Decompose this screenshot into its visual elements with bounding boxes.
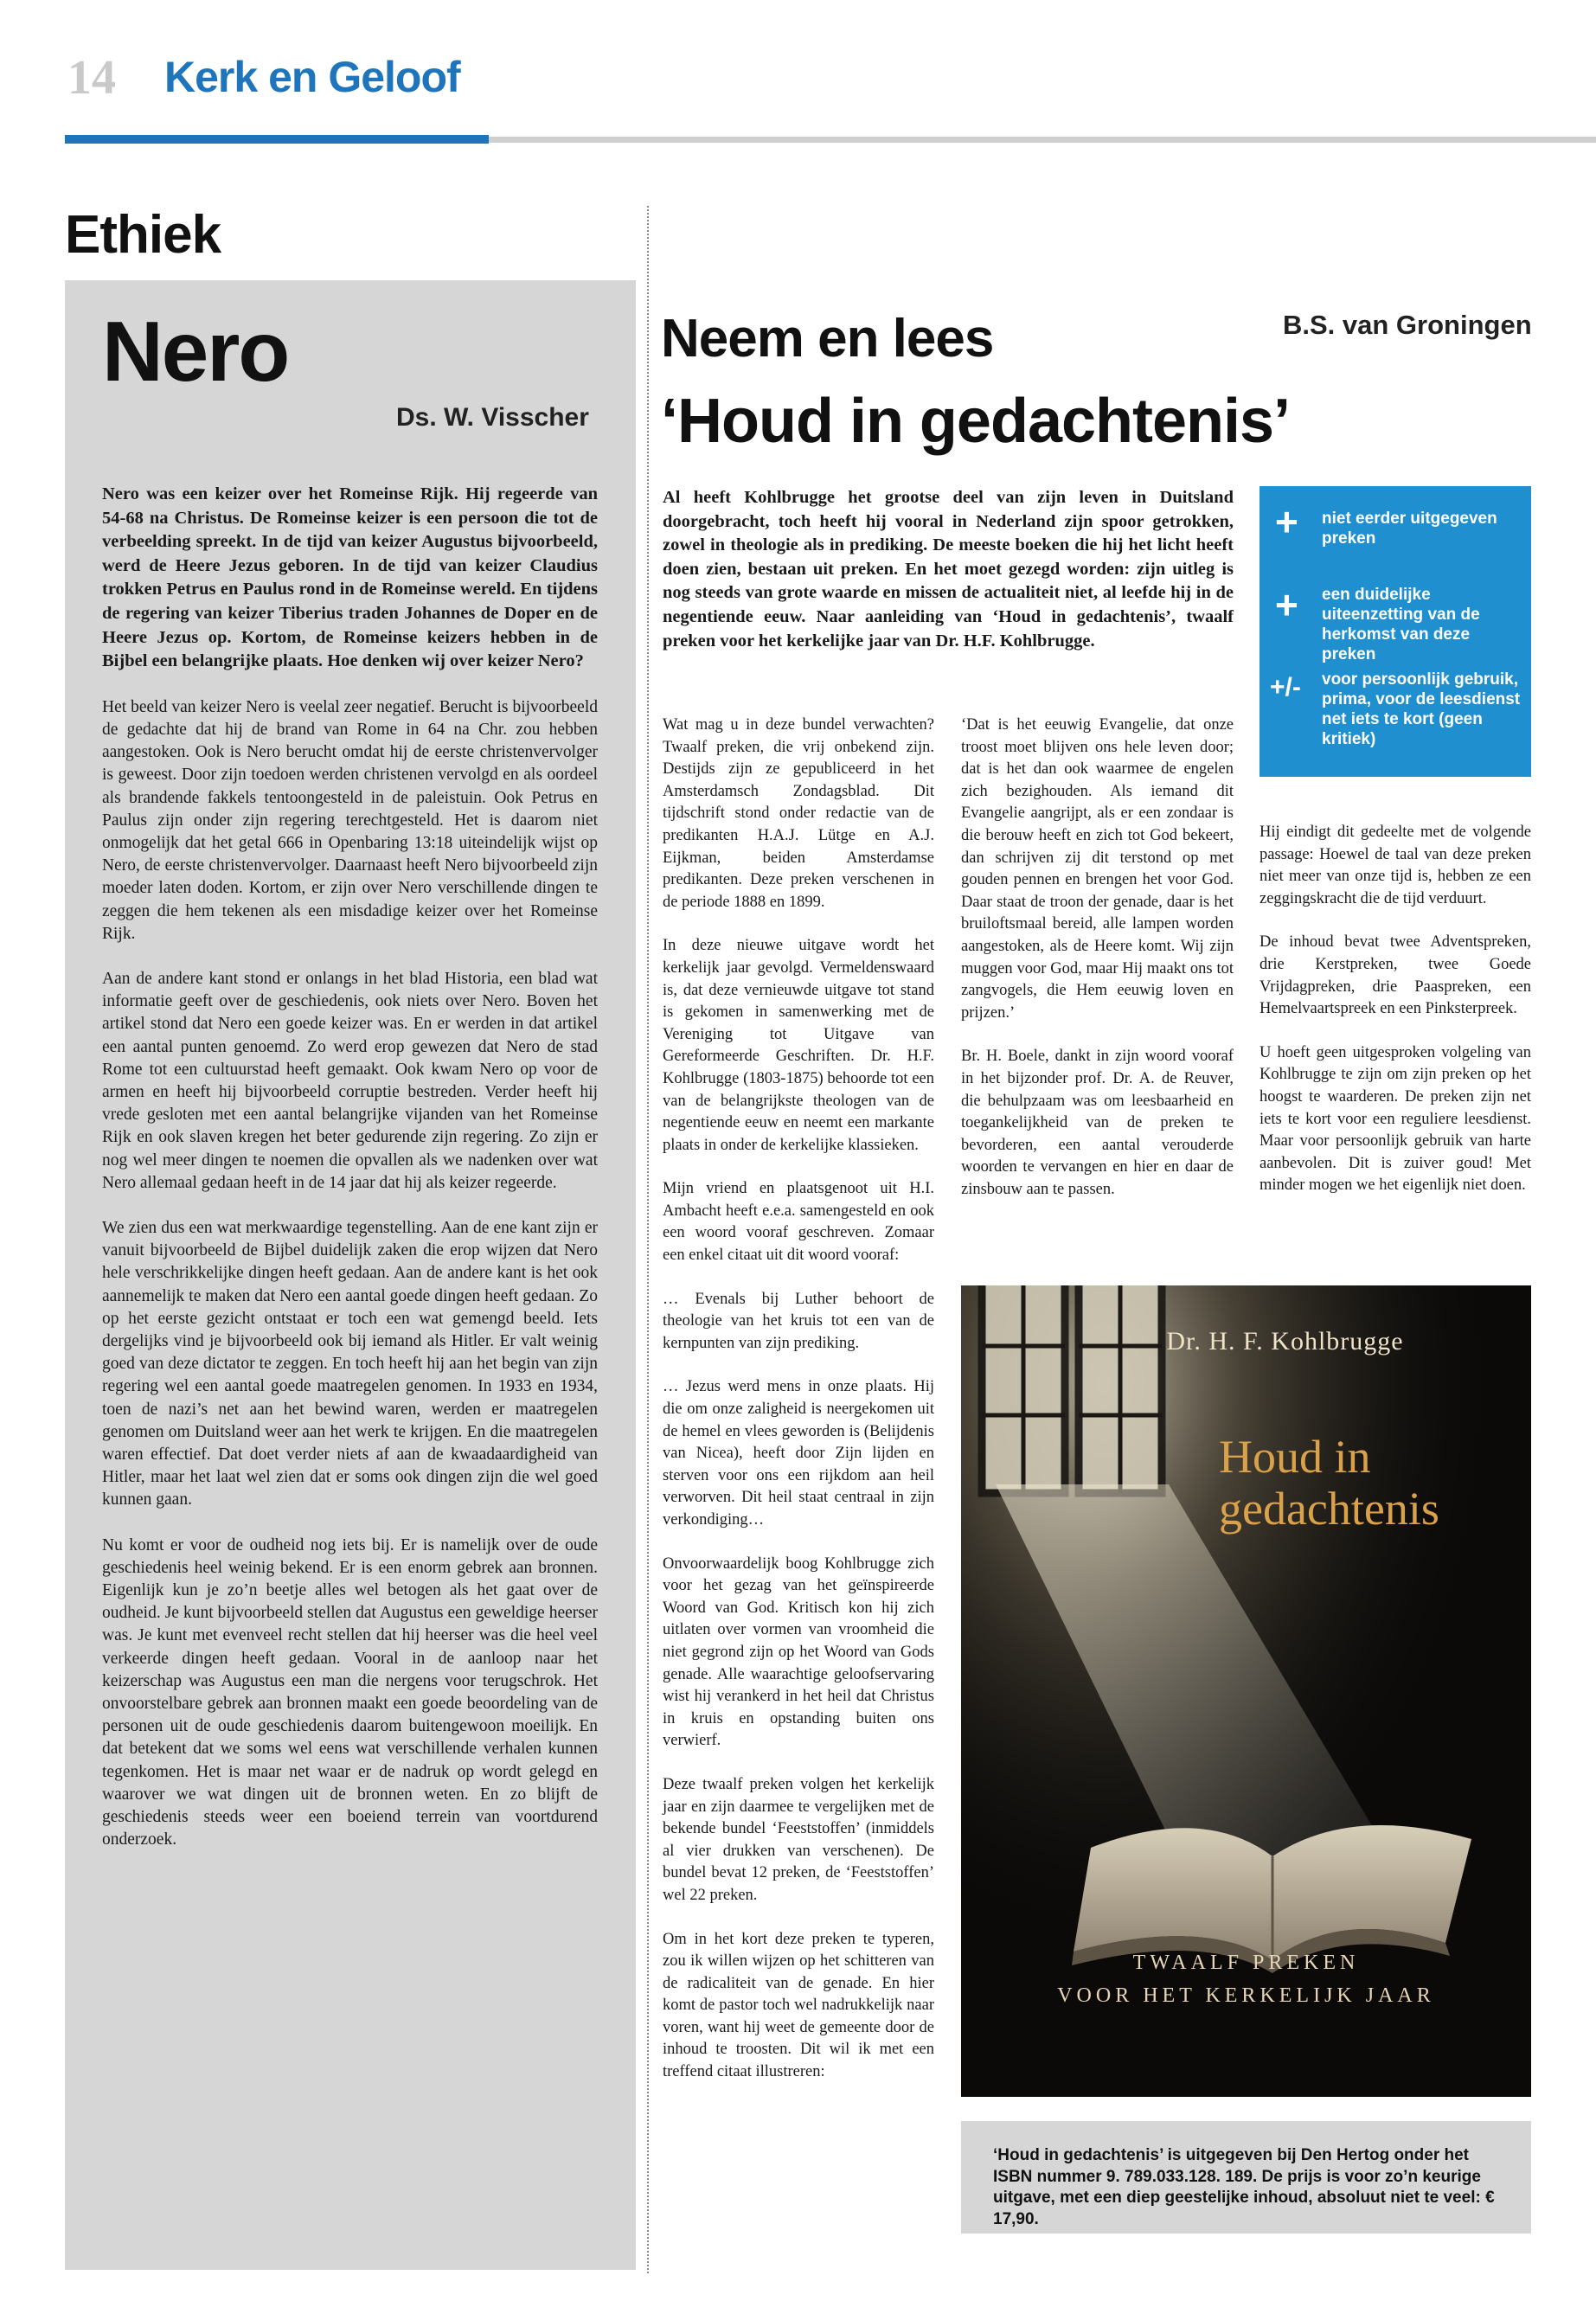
article-paragraph: We zien dus een wat merkwaardige tegenstelling. Aan de ene kant zijn er vanuit bijvoorbeeld de Bijbel duidelijk zaken die erop wijzen dat Nero hele verschrikkelijke dingen heeft gedaan. Aan de andere kant is het ook aannemelijk te maken dat Nero een aantal goede dingen heeft gedaan. Zo op het eerste gezicht ontstaat er toch een wat gemengd beeld. Iets dergelijks vind je bijvoorbeeld ook bij iemand als Hitler. Er valt weinig goed van deze dictator te zeggen. En toch heeft hij aan het begin van zijn regering wel een aantal goede maatregelen genomen. In 1933 en 1934, toen de nazi’s net aan het bewind waren, werden er maatregelen genomen om Duitsland weer aan het werk te krijgen. En die maatregelen waren effectief. Dat doet verder niets af aan de kwaadaardigheid van Hitler, maar het laat wel zien dat er soms ook dingen zijn die wel goed kunnen gaan. (102, 1219, 598, 1509)
article-paragraph: Aan de andere kant stond er onlangs in het blad Historia, een blad wat informatie geeft over de geschiedenis, ook niets over Nero. Boven het artikel stond dat Nero een goede keizer was. En er werden in dat artikel een aantal punten genoemd. Zo werd erop gewezen dat Nero de stad Rome tot een cultuurstad heeft gemaakt. Ook kwam Nero op voor de armen en heeft hij bijvoorbeeld corruptie bestreden. Verder heeft hij vrede gesloten met een aantal belangrijke vijanden van het Romeinse Rijk en ook slaven kregen het beter gedurende zijn regering. Zo zijn er nog wel meer dingen te noemen die opvallen als we nadenken over wat Nero allemaal gedaan heeft in de 14 jaar dat hij als keizer regeerde. (102, 969, 598, 1192)
article-author: Ds. W. Visscher (396, 403, 589, 432)
pros-text: een duidelijke uiteenzetting van de herkomst van deze preken (1322, 586, 1480, 663)
page-number: 14 (67, 51, 116, 105)
review-paragraph: Om in het kort deze preken te typeren, zou ik willen wijzen op het schitteren van de radicaliteit van de genade. En hier komt de pastor toch wel nadrukkelijk naar voren, want hij weet de gemeente door de inhoud te troosten. Dit wil ik met een treffend citaat illustreren: (663, 1930, 934, 2081)
cover-subtitle: VOOR HET KERKELIJK JAAR (1057, 1984, 1435, 2007)
book-cover-image (961, 1285, 1531, 2097)
article-lead: Nero was een keizer over het Romeinse Rijk. Hij regeerde van 54-68 na Christus. De Romeinse keizer is een persoon die tot de verbeelding spreekt. In de tijd van keizer Augustus bijvoorbeeld, werd de Heere Jezus geboren. In de tijd van keizer Claudius trokken Petrus en Paulus rond in de Romeinse wereld. En tijdens de regering van keizer Tiberius traden Johannes de Doper en de Heere Jezus op. Kortom, de Romeinse keizers hebben in de Bijbel een belangrijke plaats. Hoe denken wij over keizer Nero? (102, 484, 598, 671)
book-cover-illustration (961, 1285, 1531, 2097)
cover-author: Dr. H. F. Kohlbrugge (1166, 1327, 1404, 1356)
section-title: Kerk en Geloof (164, 53, 460, 101)
article-body (102, 483, 598, 1875)
review-paragraph: De inhoud bevat twee Adventspreken, drie Kerstpreken, twee Goede Vrijdagpreken, drie Paaspreken, een Hemelvaartspreek en een Pinksterpreek. (1259, 933, 1531, 1018)
category-heading: Ethiek (65, 205, 221, 265)
review-paragraph: Br. H. Boele, dankt in zijn woord vooraf in het bijzonder prof. Dr. A. de Reuver, die behulpzaam was om leesbaarheid en toegankelijkheid van de preken te bevorderen, een aantal verouderde woorden te vervangen en hier en daar de zinsbouw aan te passen. (961, 1048, 1234, 1198)
cover-title: Houd in gedachtenis (1219, 1431, 1439, 1535)
review-paragraph: Onvoorwaardelijk boog Kohlbrugge zich voor het gezag van het geïnspireerde Woord van God. Kritisch kon hij zich uitlaten over vormen van vroomheid die niet gegrond zijn op het Woord van Gods genade. Alle waarachtige geloofservaring wist hij verankerd in het heil dat Christus in kruis en opstanding buiten ons verwierf. (663, 1554, 934, 1750)
review-title: ‘Houd in gedachtenis’ (661, 387, 1291, 456)
article-title: Nero (102, 304, 289, 399)
review-quote: … Evenals bij Luther behoort de theologie van het kruis tot een van de kernpunten van zijn prediking. (663, 1290, 934, 1352)
review-paragraph: In deze nieuwe uitgave wordt het kerkelijk jaar gevolgd. Vermeldenswaard is, dat deze vernieuwde uitgave tot stand is gekomen in samenwerking met de Vereniging tot Uitgave van Gereformeerde Geschriften. Dr. H.F. Kohlbrugge (1803-1875) behoorde tot een van de belangrijkste theologen van de negentiende eeuw en neemt een markante plaats in onder de kerkelijke klassieken. (663, 937, 934, 1154)
pros-cons-box (1259, 486, 1531, 777)
review-paragraph: Mijn vriend en plaatsgenoot uit H.I. Ambacht heeft e.e.a. samengesteld en ook een woord vooraf geschreven. Zomaar een enkel citaat uit dit woord vooraf: (663, 1180, 934, 1265)
book-caption: ‘Houd in gedachtenis’ is uitgegeven bij Den Hertog onder het ISBN nummer 9. 789.033.128. 189. De prijs is voor zo’n keurige uitgave, met een diep geestelijke inhoud, absoluut niet te veel: € 17,90. (993, 2146, 1495, 2228)
plus-minus-icon: +/- (1270, 673, 1301, 702)
review-column-3 (1259, 822, 1531, 1219)
review-paragraph: Hij eindigt dit gedeelte met de volgende passage: Hoewel de taal van deze preken niet meer van onze tijd is, hebben ze een zeggingskracht die de tijd verduurt. (1259, 824, 1531, 907)
review-column-2 (961, 715, 1234, 1222)
review-paragraph: U hoeft geen uitgesproken volgeling van Kohlbrugge te zijn om zijn preken op het hoogst te waarderen. De preken zijn net iets te kort voor een reguliere leesdienst. Maar voor persoonlijk gebruik van harte aanbevolen. Dit is zuiver goud! Met minder mogen we het eigenlijk niet doen. (1259, 1043, 1531, 1195)
review-paragraph: Deze twaalf preken volgen het kerkelijk jaar en zijn daarmee te vergelijken met de bekende bundel ‘Feeststoffen’ (inmiddels al vier drukken van verschenen). De bundel bevat 12 preken, de ‘Feeststoffen’ wel 22 preken. (663, 1775, 934, 1904)
pros-text: niet eerder uitgegeven preken (1322, 510, 1497, 548)
review-column-1 (663, 715, 934, 2106)
review-author: B.S. van Groningen (1283, 310, 1532, 340)
column-divider (647, 206, 649, 2273)
pros-text: voor persoonlijk gebruik, prima, voor de leesdienst net iets te kort (geen kritiek) (1322, 670, 1521, 748)
article-paragraph: Het beeld van keizer Nero is veelal zeer negatief. Berucht is bijvoorbeeld de gedachte dat hij de brand van Rome in 64 na Chr. zou hebben aangestoken. Ook is Nero berucht omdat hij de eerste christenvervolger is geweest. Door zijn toedoen werden christenen vervolgd en als oordeel als brandende fakkels tentoongesteld in de paleistuin. Ook Petrus en Paulus zijn onder zijn regering terechtgesteld. Het is daarom niet onmogelijk dat het getal 666 in Openbaring 13:18 uiteindelijk wijst op Nero, de eerste christenvervolger. Daarnaast heeft Nero bijvoorbeeld zijn moeder laten doden. Kortom, er zijn over Nero verschillende dingen te zeggen die hem tekenen als een misdadige keizer over het Romeinse Rijk. (102, 697, 598, 943)
article-paragraph: Nu komt er voor de oudheid nog iets bij. Er is namelijk over de oude geschiedenis heel weinig bekend. Er is een enorm gebrek aan bronnen. Eigenlijk kun je zo’n beetje alles wel betogen als het gaat over de oudheid. Je kunt bijvoorbeeld stellen dat Augustus een geweldige heerser was. Je kunt met evenveel recht stellen dat hij heerser was die heel veel verkeerde dingen heeft gedaan. Vooral in de aanloop naar het keizerschap was Augustus een man die nergens voor terugschrok. Het onvoorstelbare gebrek aan bronnen maakt een goede beoordeling van de personen uit de oude geschiedenis daarom buitengewoon moeilijk. En dat betekent dat we soms wel eens wat verschillende verhalen kunnen tegenkomen. Het is maar net waar er de nadruk op wordt gelegd en waarover we wat dingen uit de bronnen weten. En zo blijft de geschiedenis steeds weer een boeiend terrein van voortdurend onderzoek. (102, 1535, 598, 1849)
review-quote: … Jezus werd mens in onze plaats. Hij die om onze zaligheid is neergekomen uit de hemel en vlees geworden is (Belijdenis van Nicea), heeft door Zijn lijden en sterven voor ons een rijkdom aan heil verworven. Dit heil staat centraal in zijn verkondiging… (663, 1378, 934, 1529)
cover-subtitle: TWAALF PREKEN (1132, 1952, 1360, 1974)
review-intro: Al heeft Kohlbrugge het grootse deel van zijn leven in Duitsland doorgebracht, toch heeft hij vooral in Nederland zijn spoor getrokken, zowel in theologie als in prediking. De meeste boeken die hij het licht heeft doen zien, bestaan uit preken. En het moet gezegd worden: zijn uitleg is nog steeds van grote waarde en missen de actualiteit niet, al leefde hij in de negentiende eeuw. Naar aanleiding van ‘Houd in gedachtenis’, twaalf preken voor het kerkelijke jaar van Dr. H.F. Kohlbrugge. (663, 488, 1234, 651)
header-rule-accent (65, 135, 489, 144)
plus-icon: + (1275, 499, 1298, 544)
plus-icon: + (1275, 582, 1298, 627)
review-paragraph: Wat mag u in deze bundel verwachten? Twaalf preken, die vrij onbekend zijn. Destijds zijn ze gepubliceerd in het Amsterdamsch Zondagsblad. Dit tijdschrift stond onder redactie van de predikanten H.A.J. Lütge en A.J. Eijkman, beiden Amsterdamse predikanten. Deze preken verschenen in de periode 1888 en 1899. (663, 716, 934, 911)
review-quote: ‘Dat is het eeuwig Evangelie, dat onze troost moet blijven ons hele leven door; dat is het dan ook waarmee de engelen zich bezighouden. Als iemand dit Evangelie aangrijpt, als er een zondaar is die berouw heeft en zich tot God bekeert, dan schrijven zij dit terstond op met gouden pennen en brengen het voor God. Daar staat de troon der genade, daar is het bruiloftsmaal bereid, alle lampen worden aangestoken, als de Heere komt. Wij zijn muggen voor God, maar Hij maakt ons tot zangvogels, die Hem eeuwig loven en prijzen.’ (961, 716, 1234, 1022)
review-kicker: Neem en lees (661, 309, 994, 369)
